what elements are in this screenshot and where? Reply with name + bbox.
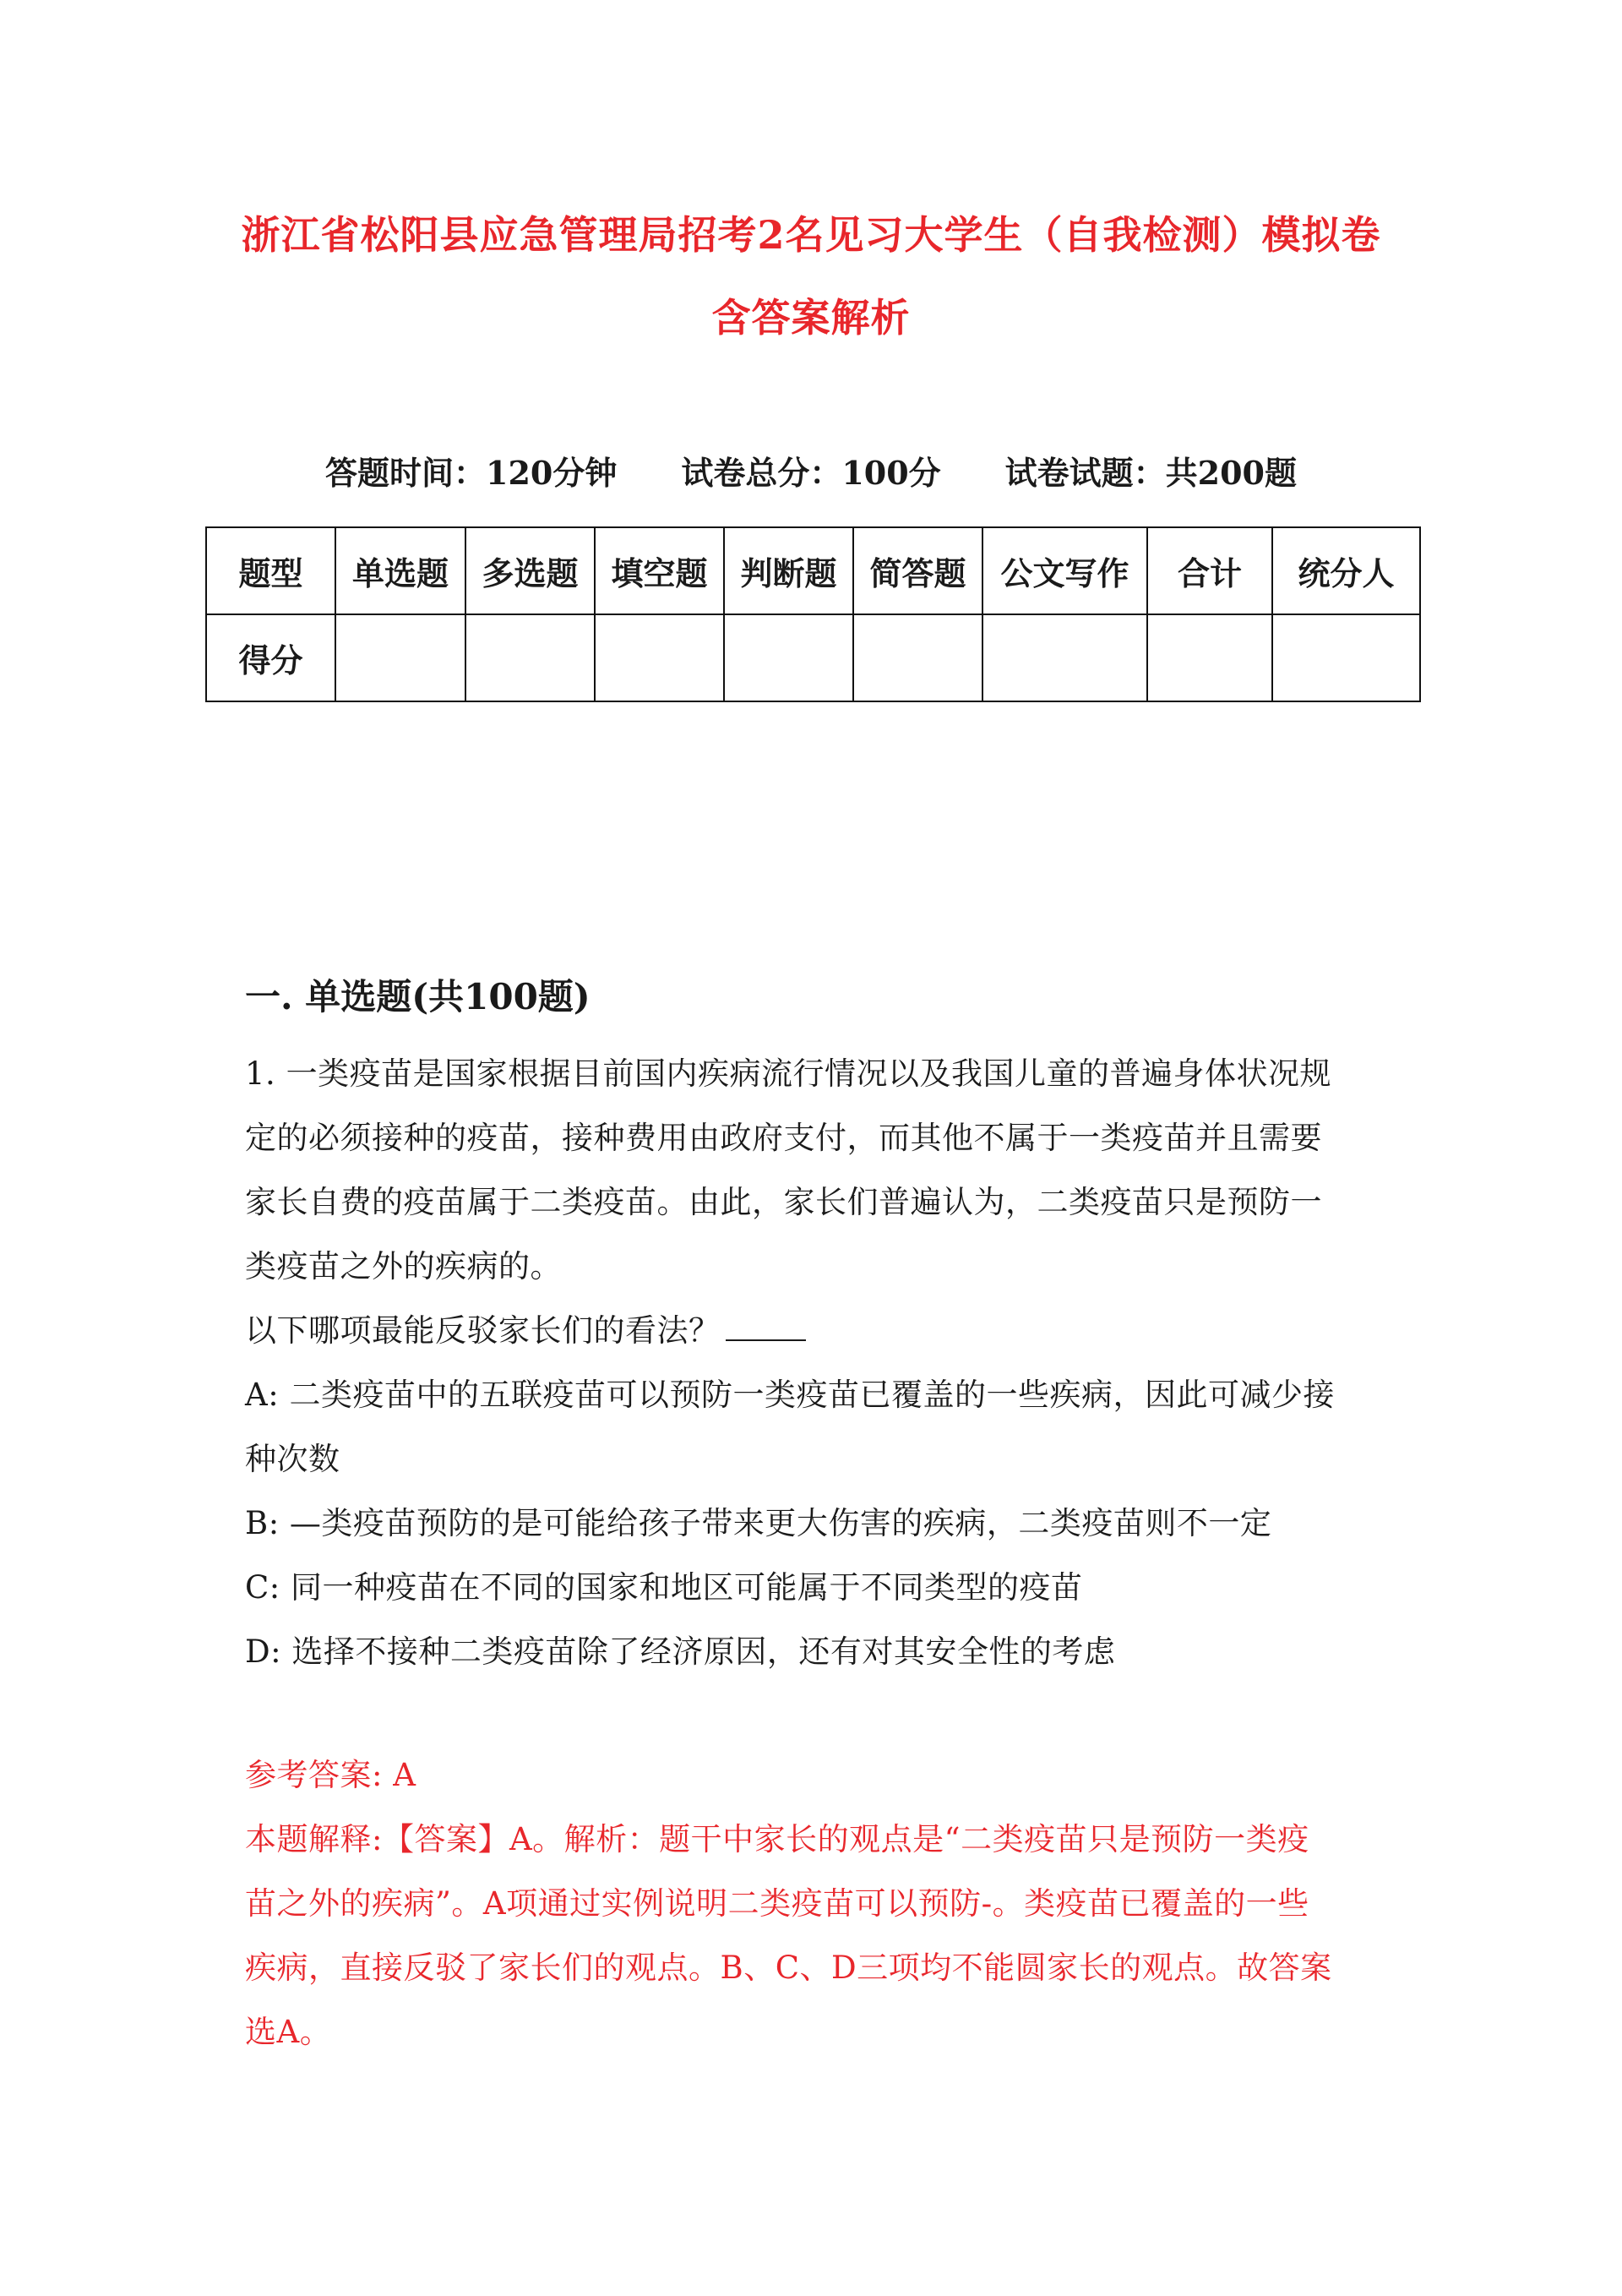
answer-blank [726,1314,806,1341]
score-table-header-cell: 公文写作 [982,527,1147,614]
score-table-header-cell: 统分人 [1272,527,1420,614]
score-table-header-cell: 简答题 [853,527,982,614]
exam-info: 答题时间：120分钟 试卷总分：100分 试卷试题：共200题 [325,454,1297,492]
score-table-header-cell: 单选题 [335,527,465,614]
explanation-line: 苗之外的疾病”。A项通过实例说明二类疫苗可以预防-。类疫苗已覆盖的一些 [245,1885,1309,1922]
score-table [205,526,1421,702]
score-row-label: 得分 [206,614,335,701]
score-table-header-row [206,527,1420,614]
score-cell [1147,614,1272,701]
explanation-line: 疾病，直接反驳了家长们的观点。B、C、D三项均不能圆家长的观点。故答案 [245,1950,1332,1986]
score-cell [335,614,465,701]
section-heading: 一. 单选题(共100题) [245,976,591,1017]
option-b: B: —类疫苗预防的是可能给孩子带来更大伤害的疾病，二类疫苗则不一定 [245,1505,1272,1541]
question-stem-line: 类疫苗之外的疾病的。 [245,1248,562,1284]
question-stem-line: 定的必须接种的疫苗，接种费用由政府支付，而其他不属于一类疫苗并且需要 [245,1120,1322,1156]
score-table-score-row [206,614,1420,701]
reference-answer: 参考答案: A [245,1757,416,1793]
document-title: 浙江省松阳县应急管理局招考2名见习大学生（自我检测）模拟卷 [241,212,1381,258]
explanation-line: 本题解释:【答案】A。解析：题干中家长的观点是“二类疫苗只是预防一类疫 [245,1821,1309,1857]
score-table-header-cell: 判断题 [724,527,853,614]
score-table-header-cell: 多选题 [465,527,595,614]
score-cell [982,614,1147,701]
question-prompt [245,1299,1394,1363]
question-stem-line: 家长自费的疫苗属于二类疫苗。由此，家长们普遍认为，二类疫苗只是预防一 [245,1184,1322,1220]
score-cell [1272,614,1420,701]
answer-block [245,1743,1394,2064]
question-prompt-text: 以下哪项最能反驳家长们的看法？ [245,1312,721,1349]
option-d: D: 选择不接种二类疫苗除了经济原因，还有对其安全性的考虑 [245,1633,1116,1670]
question-stem [245,1042,1394,1684]
score-table-header-cell: 题型 [206,527,335,614]
document-subtitle: 含答案解析 [711,295,911,341]
option-c: C: 同一种疫苗在不同的国家和地区可能属于不同类型的疫苗 [245,1569,1083,1606]
score-table-header-cell: 合计 [1147,527,1272,614]
question-stem-line: 1. 一类疫苗是国家根据目前国内疾病流行情况以及我国儿童的普遍身体状况规 [245,1055,1332,1092]
option-a-line: 种次数 [245,1441,340,1477]
option-a-line: A: 二类疫苗中的五联疫苗可以预防一类疫苗已覆盖的一些疾病，因此可减少接 [245,1377,1335,1413]
score-cell [853,614,982,701]
score-cell [595,614,724,701]
explanation-line: 选A。 [245,2014,332,2050]
score-table-header-cell: 填空题 [595,527,724,614]
score-cell [465,614,595,701]
score-cell [724,614,853,701]
